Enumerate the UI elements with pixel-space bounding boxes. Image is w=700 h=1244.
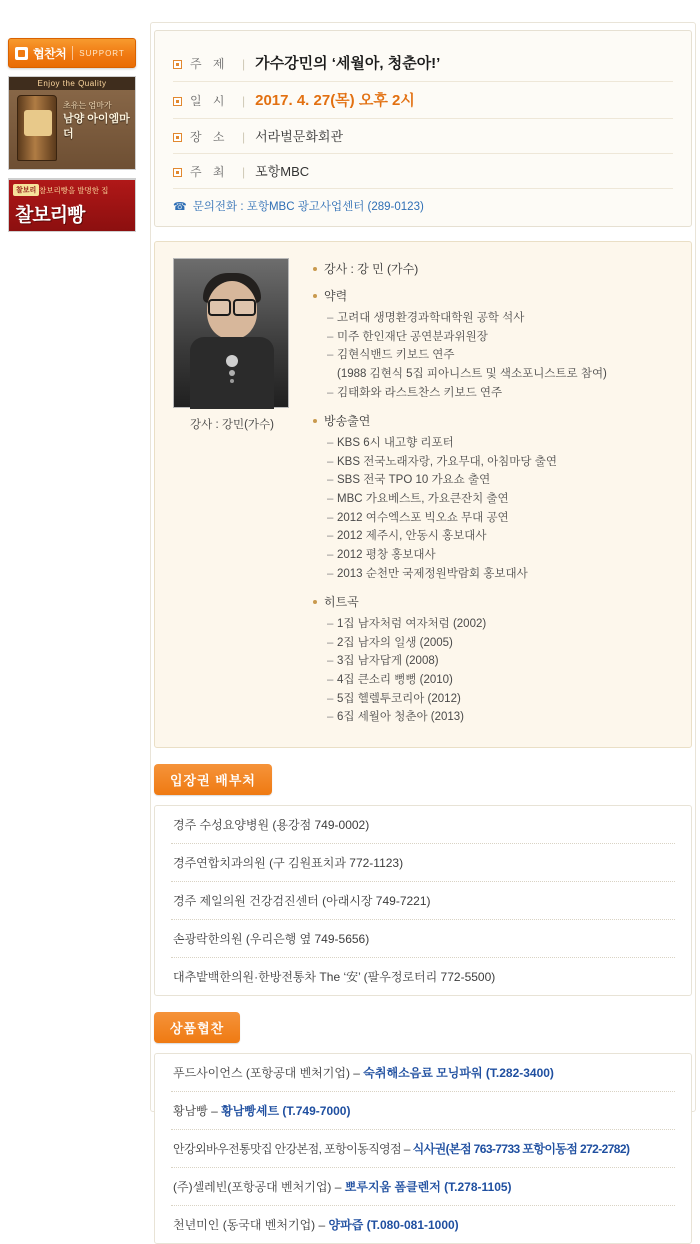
list-item: 손광락한의원 (우리은행 옆 749-5656) bbox=[171, 920, 675, 958]
ad-barleybread-main: 찰보리빵 bbox=[15, 205, 85, 226]
list-item: – 2012 제주시, 안동시 홍보대사 bbox=[327, 527, 673, 546]
sponsor-product: 숙취해소음료 모닝파워 (T.282-3400) bbox=[363, 1065, 554, 1080]
list-item: – 4집 큰소리 뻥뻥 (2010) bbox=[327, 671, 673, 690]
list-item: – 2012 평창 홍보대사 bbox=[327, 546, 673, 565]
support-banner-subtitle: SUPPORT bbox=[79, 48, 125, 58]
ticket-distribution-section bbox=[154, 764, 692, 996]
square-bullet-icon bbox=[173, 168, 182, 177]
info-value-subject: 가수강민의 ‘세월아, 청춘아!’ bbox=[255, 55, 441, 72]
square-bullet-icon bbox=[173, 60, 182, 69]
lecturer-name-text: 강사 : 강 민 (가수) bbox=[324, 262, 419, 276]
list-item bbox=[171, 1130, 675, 1168]
lecturer-photo bbox=[173, 258, 289, 408]
section-title-broadcast bbox=[313, 412, 673, 429]
sponsor-name: 푸드사이언스 (포항공대 벤처기업) – bbox=[173, 1065, 364, 1080]
dot-bullet-icon bbox=[313, 600, 317, 604]
left-sidebar bbox=[8, 38, 136, 232]
list-item: – 고려대 생명환경과학대학원 공학 석사 bbox=[327, 309, 673, 328]
product-can-image bbox=[17, 95, 57, 161]
list-item: – MBC 가요베스트, 가요큰잔치 출연 bbox=[327, 490, 673, 509]
info-label-host: 주 최 bbox=[190, 165, 229, 179]
ad-barleybread-sub: 찰보리빵을 발명한 집 bbox=[39, 186, 109, 195]
ad-barleybread[interactable] bbox=[8, 178, 136, 232]
list-item: 경주 제일의원 건강검진센터 (아래시장 749-7221) bbox=[171, 882, 675, 920]
sponsor-name: 안강외바우전통맛집 안강본점, 포항이동직영점 – bbox=[173, 1141, 413, 1156]
list-item: 경주 수성요양병원 (용강점 749-0002) bbox=[171, 806, 675, 844]
career-list bbox=[313, 309, 673, 402]
list-item: – SBS 전국 TPO 10 가요쇼 출연 bbox=[327, 471, 673, 490]
ad-barleybread-body bbox=[9, 179, 135, 231]
list-item: – 3집 남자답게 (2008) bbox=[327, 652, 673, 671]
info-label-date: 일 시 bbox=[190, 94, 229, 108]
ad-namyang-main: 남양 아이엠마더 bbox=[63, 112, 130, 140]
sponsor-name: 황남빵 – bbox=[173, 1103, 222, 1118]
photo-body-shape bbox=[190, 337, 274, 409]
hits-list bbox=[313, 615, 673, 727]
list-item bbox=[171, 1092, 675, 1130]
sponsor-product: 식사권(본점 763-7733 포항이동점 272-2782) bbox=[412, 1141, 630, 1156]
ad-namyang-copy bbox=[63, 101, 131, 141]
ticket-section-heading: 입장권 배부처 bbox=[154, 764, 272, 795]
section-title-career-text: 약력 bbox=[324, 289, 348, 303]
info-label-subject: 주 제 bbox=[190, 57, 229, 71]
support-banner-title: 협찬처 bbox=[33, 46, 67, 61]
list-item bbox=[171, 1054, 675, 1092]
info-separator: | bbox=[242, 130, 246, 144]
support-banner-divider bbox=[72, 46, 73, 60]
sponsor-product: 황남빵셰트 (T.749-7000) bbox=[221, 1103, 351, 1118]
list-item: – 2012 여수엑스포 빅오쇼 무대 공연 bbox=[327, 509, 673, 528]
square-bullet-icon bbox=[173, 133, 182, 142]
product-sponsor-section bbox=[154, 1012, 692, 1244]
info-value-place: 서라벌문화회관 bbox=[255, 129, 344, 144]
info-separator: | bbox=[242, 57, 246, 71]
contact-phone-text: 문의전화 : 포항MBC 광고사업센터 (289-0123) bbox=[192, 201, 424, 213]
info-row-place bbox=[173, 119, 673, 154]
section-title-career bbox=[313, 287, 673, 304]
list-item: – 김현식밴드 키보드 연주 bbox=[327, 346, 673, 365]
dot-bullet-icon bbox=[313, 267, 317, 271]
list-item bbox=[171, 1168, 675, 1206]
lecturer-name-line bbox=[313, 260, 673, 277]
ticket-list bbox=[154, 805, 692, 996]
lecturer-details bbox=[313, 258, 673, 727]
info-row-host bbox=[173, 154, 673, 189]
list-item: – KBS 6시 내고향 리포터 bbox=[327, 434, 673, 453]
list-item: (1988 김현식 5집 피아니스트 및 색소포니스트로 참여) bbox=[337, 367, 607, 380]
list-item bbox=[171, 1206, 675, 1243]
list-item: – 1집 남자처럼 여자처럼 (2002) bbox=[327, 615, 673, 634]
ad-barleybread-tag: 찰보리 bbox=[13, 184, 39, 196]
list-item: – 2013 순천만 국제정원박람회 홍보대사 bbox=[327, 565, 673, 584]
lecturer-photo-caption: 강사 : 강민(가수) bbox=[190, 419, 274, 431]
contact-phone-row[interactable] bbox=[173, 198, 673, 214]
list-item: – 2집 남자의 일생 (2005) bbox=[327, 634, 673, 653]
lecturer-photo-block bbox=[173, 258, 291, 727]
list-item: – 미주 한인재단 공연분과위원장 bbox=[327, 328, 673, 347]
sponsor-product: 양파즙 (T.080-081-1000) bbox=[328, 1217, 459, 1232]
handshake-icon bbox=[15, 47, 28, 60]
list-item: – 5집 헬렐투코리아 (2012) bbox=[327, 690, 673, 709]
sponsor-name: 천년미인 (동국대 벤처기업) – bbox=[173, 1217, 329, 1232]
support-banner[interactable] bbox=[8, 38, 136, 68]
info-separator: | bbox=[242, 94, 246, 108]
list-item: 대추밭백한의원·한방전통차 The ‘安’ (팔우정로터리 772-5500) bbox=[173, 969, 496, 984]
info-value-host: 포항MBC bbox=[255, 164, 310, 179]
section-title-hits bbox=[313, 593, 673, 610]
list-item: – KBS 전국노래자랑, 가요무대, 아침마당 출연 bbox=[327, 453, 673, 472]
info-value-date: 2017. 4. 27(목) 오후 2시 bbox=[255, 92, 415, 109]
microphone-icon bbox=[226, 355, 238, 367]
sponsor-list bbox=[154, 1053, 692, 1244]
info-row-subject bbox=[173, 45, 673, 82]
info-separator: | bbox=[242, 165, 246, 179]
ad-namyang-top-text: Enjoy the Quality bbox=[9, 77, 135, 90]
sponsor-product: 뽀루지움 폼클렌저 (T.278-1105) bbox=[344, 1179, 512, 1194]
list-item: – 김태화와 라스트찬스 키보드 연주 bbox=[327, 384, 673, 403]
event-info-card bbox=[154, 30, 692, 227]
dot-bullet-icon bbox=[313, 419, 317, 423]
info-row-date bbox=[173, 82, 673, 119]
glasses-icon bbox=[208, 299, 256, 312]
ad-namyang-small: 초유는 엄마가 bbox=[63, 101, 112, 110]
list-item: 경주연합치과의원 (구 김원표치과 772-1123) bbox=[171, 844, 675, 882]
main-content bbox=[154, 30, 692, 1244]
list-item: – 6집 세월아 청춘아 (2013) bbox=[327, 708, 673, 727]
phone-icon: ☎ bbox=[173, 200, 187, 213]
broadcast-list bbox=[313, 434, 673, 583]
sponsor-section-heading: 상품협찬 bbox=[154, 1012, 240, 1043]
section-title-hits-text: 히트곡 bbox=[324, 595, 359, 610]
square-bullet-icon bbox=[173, 97, 182, 106]
ad-namyang-body bbox=[9, 77, 135, 169]
section-title-broadcast-text: 방송출연 bbox=[324, 414, 371, 429]
info-label-place: 장 소 bbox=[190, 130, 229, 144]
sponsor-name: (주)셀레빈(포항공대 벤처기업) – bbox=[173, 1179, 345, 1194]
lecturer-profile-card bbox=[154, 241, 692, 748]
ad-namyang[interactable] bbox=[8, 76, 136, 170]
dot-bullet-icon bbox=[313, 294, 317, 298]
